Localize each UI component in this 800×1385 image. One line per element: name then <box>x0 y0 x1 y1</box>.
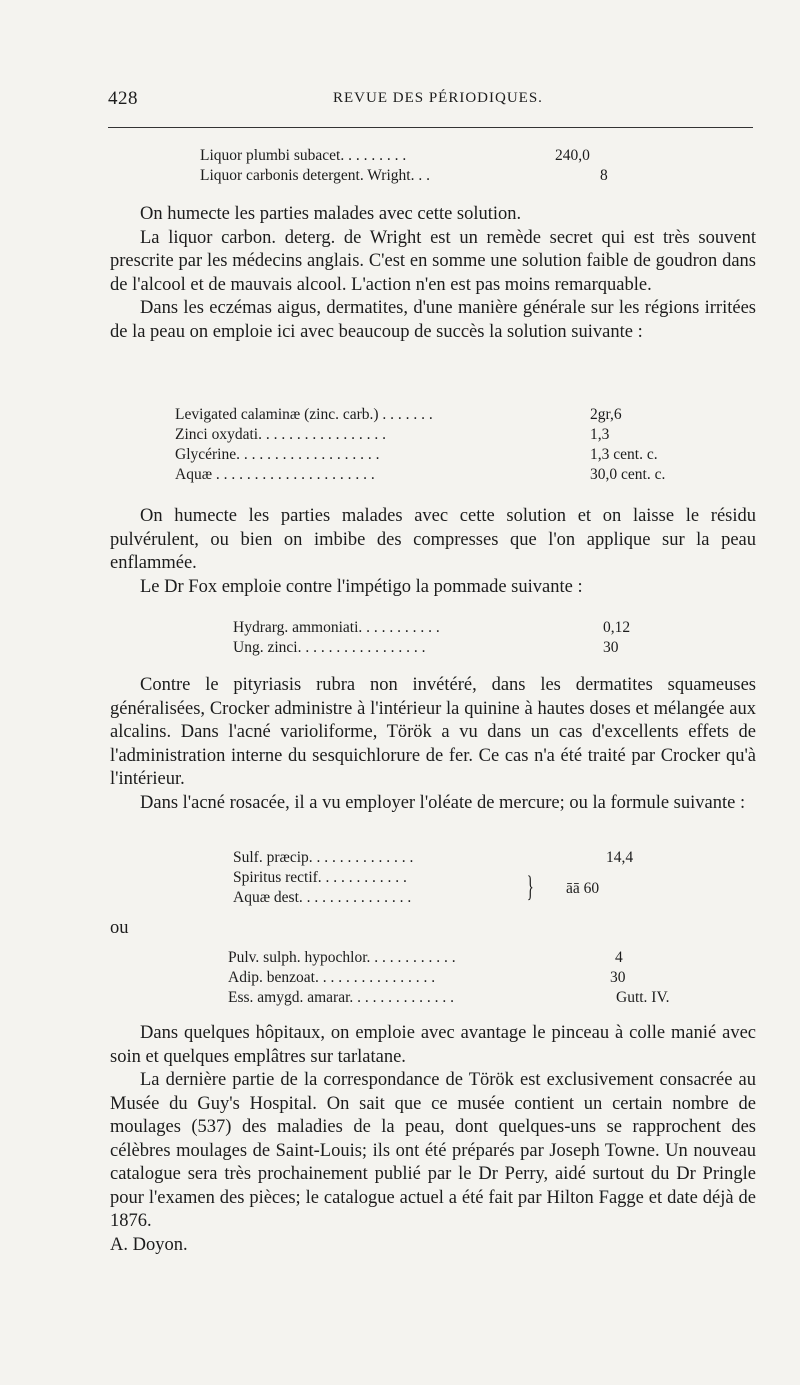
paragraph: Dans les eczémas aigus, dermatites, d'une manière générale sur les régions irritées de la peau on emploie ici avec beaucoup de succès la solution suivante : <box>110 298 756 342</box>
paragraph: Dans l'acné rosacée, il a vu employer l'oléate de mercure; ou la formule suivante : <box>140 792 746 813</box>
ingredient-name: Liquor carbonis detergent. Wright. . . <box>200 167 430 184</box>
ingredient-name: Ung. zinci. . . . . . . . . . . . . . . . . <box>233 639 426 656</box>
ingredient-name: Aquæ . . . . . . . . . . . . . . . . . . . . . <box>175 466 375 483</box>
ingredient-name: Levigated calaminæ (zinc. carb.) . . . . . . . <box>175 406 433 423</box>
ingredient-dose: 30 <box>610 969 626 986</box>
ingredient-name: Zinci oxydati. . . . . . . . . . . . . . . . . <box>175 426 386 443</box>
ingredient-dose: 0,12 <box>603 619 631 636</box>
ingredient-name: Pulv. sulph. hypochlor. . . . . . . . . . . . <box>228 949 456 966</box>
text-block-4 <box>110 1022 756 1257</box>
text-block-1 <box>110 203 756 344</box>
shared-dose: āā 60 <box>566 880 600 897</box>
paragraph: La dernière partie de la correspondance de Török est exclusivement consacrée au Musée du Guy's Hospital. On sait que ce musée contient un certain nombre de moulages (537) des maladies de la peau, dont quelques-uns se rapprochent des célèbres moulages de Saint-Louis; ils ont été préparés par Joseph Towne. Un nouveau catalogue sera très prochainement publié par le Dr Perry, aidé surtout du Dr Pringle pour l'examen des pièces; le catalogue actuel a été fait par Hilton Fagge et date déjà de 1876. <box>110 1070 756 1231</box>
ingredient-name: Hydrarg. ammoniati. . . . . . . . . . . <box>233 619 440 636</box>
ingredient-name: Spiritus rectif. . . . . . . . . . . . <box>233 869 407 886</box>
brace-glyph: } <box>526 870 534 903</box>
ingredient-dose: 30 <box>603 639 619 656</box>
ingredient-name: Glycérine. . . . . . . . . . . . . . . . . . . <box>175 446 380 463</box>
ingredient-dose: 14,4 <box>606 849 634 866</box>
ingredient-dose: 1,3 cent. c. <box>590 446 658 463</box>
paragraph: On humecte les parties malades avec cette solution. <box>140 204 522 224</box>
ingredient-name: Sulf. præcip. . . . . . . . . . . . . . <box>233 849 414 866</box>
paragraph: La liquor carbon. deterg. de Wright est un remède secret qui est très souvent prescrite par les médecins anglais. C'est en somme une solution faible de goudron dans de l'alcool et de mauvais alcool. L'action n'en est pas moins remarquable. <box>110 227 756 295</box>
author-signature: A. Doyon. <box>110 1234 188 1255</box>
ingredient-dose: 2gr,6 <box>590 406 622 423</box>
ingredient-name: Ess. amygd. amarar. . . . . . . . . . . . . . <box>228 989 455 1006</box>
running-title: REVUE DES PÉRIODIQUES. <box>333 90 543 106</box>
ingredient-name: Liquor plumbi subacet. . . . . . . . . <box>200 147 407 164</box>
paragraph: Contre le pityriasis rubra non invétéré, dans les dermatites squameuses généralisées, Crocker administre à l'intérieur la quinine à hautes doses et mélangée aux alcalins. Dans l'acné varioliforme, Török a vu dans un cas d'excellents effets de l'administration interne du sesquichlorure de fer. Ce cas n'a été traité par Crocker qu'à l'intérieur. <box>110 675 756 789</box>
ingredient-dose: Gutt. IV. <box>616 989 670 1006</box>
ingredient-dose: 30,0 cent. c. <box>590 466 666 483</box>
text-block-2 <box>110 505 756 599</box>
paragraph: On humecte les parties malades avec cette solution et on laisse le résidu pulvérulent, ou bien on imbibe des compresses que l'on applique sur la peau enflammée. <box>110 506 756 573</box>
ingredient-name: Adip. benzoat. . . . . . . . . . . . . . . . <box>228 969 436 986</box>
ingredient-dose: 1,3 <box>590 426 610 443</box>
ingredient-name: Aquæ dest. . . . . . . . . . . . . . . <box>233 889 412 906</box>
page-header <box>108 88 753 112</box>
paragraph: Le Dr Fox emploie contre l'impétigo la pommade suivante : <box>140 576 583 597</box>
text-block-3 <box>110 674 756 815</box>
ingredient-dose: 8 <box>600 167 608 184</box>
paragraph: Dans quelques hôpitaux, on emploie avec avantage le pinceau à colle manié avec soin et quelques emplâtres sur tarlatane. <box>110 1023 756 1067</box>
ou-connector: ou <box>110 918 129 938</box>
page-number: 428 <box>108 88 138 109</box>
ingredient-dose: 4 <box>615 949 623 966</box>
header-rule <box>108 127 753 128</box>
ingredient-dose: 240,0 <box>555 147 590 164</box>
